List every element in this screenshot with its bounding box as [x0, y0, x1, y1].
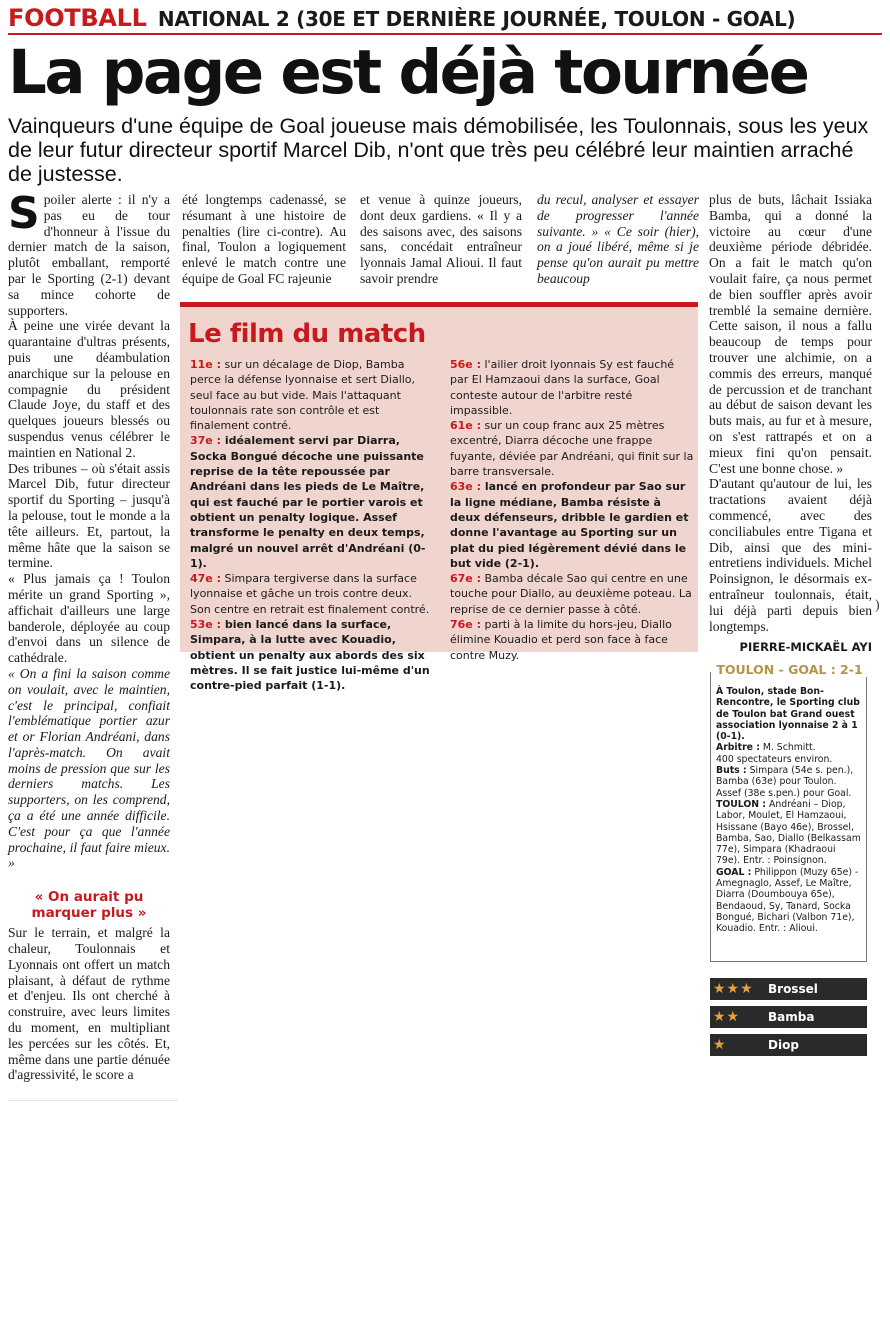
goal-lineup: GOAL : Philippon (Muzy 65e) - Amegnaglo, Assef, Le Maître, Diarra (Doumbouya 65e), Bendaoud, Sy, Tanard, Socka Bongué, Bichari (Valbon 71e), Kouadio. Entr. : Alioui. [716, 866, 859, 935]
paragraph: D'autant qu'autour de lui, les tractations avaient déjà commencé, avec des conciliabules entre Tigana et Dib, ainsi que des mini-entretiens individuels. Michel Poinsignon, le désormais ex-entraîneur toulonnais, était, lui déjà parti depuis bien longtemps. [709, 476, 872, 634]
timeline-minute: 56e : [450, 358, 481, 371]
paragraph: été longtemps cadenassé, se résumant à une histoire de penalties (lire ci-contre). Au final, Toulon a logiquement enlevé le match contre une équipe de Goal FC rajeunie [182, 192, 346, 286]
match-sheet-title: TOULON - GOAL : 2-1 [711, 662, 868, 677]
player-ratings [710, 978, 867, 1062]
article-column-5 [709, 192, 872, 656]
rating-row [710, 978, 867, 1000]
drop-cap: S [8, 188, 40, 239]
star-icon: ★★ [713, 1009, 741, 1025]
header-rule [8, 33, 882, 35]
paragraph: « Plus jamais ça ! Toulon mérite un grand Sporting », affichait d'ailleurs une large banderole, déployée au coup d'envoi dans un silence de cathédrale. [8, 571, 170, 666]
article-column-2 [182, 192, 346, 287]
timeline-entry [190, 571, 434, 617]
paragraph: plus de buts, lâchait Issiaka Bamba, qui a donné la victoire au cœur d'une deuxième période débridée. On a fait le match qu'on voulait faire, ça nous permet de bien souffler après avoir tremblé la semaine dernière. Cette saison, il nous a fallu beaucoup de temps pour trouver une alchimie, on a commis des erreurs, manqué de percussion et de tranchant au début de saison devant les buts mais, au fur et à mesure, on s'est rattrapés et on a mieux fini qu'on pensait. C'est une bonne chose. » [709, 192, 872, 476]
rating-row [710, 1034, 867, 1056]
timeline-entry [190, 617, 434, 693]
timeline-entry [450, 571, 694, 617]
player-name: Diop [768, 1038, 799, 1052]
match-timeline-title: Le film du match [188, 319, 426, 349]
article-column-4 [537, 192, 699, 287]
author-signature: PIERRE-MICKAËL AYI [739, 640, 872, 655]
timeline-minute: 61e : [450, 419, 481, 433]
timeline-text: Simpara tergiverse dans la surface lyonnaise et gâche un trois contre deux. Son centre en retrait est finalement contré. [190, 572, 430, 616]
timeline-entry [450, 617, 694, 663]
rating-row [710, 1006, 867, 1028]
bracket-mark: ) [875, 598, 880, 613]
match-sheet [710, 662, 867, 962]
timeline-minute: 63e : [450, 480, 481, 494]
timeline-column-right [450, 357, 694, 663]
paragraph: Des tribunes – où s'était assis Marcel Dib, futur directeur sportif du Sporting – jusqu'à la pelouse, tout le monde a la tête ailleurs. Et, partout, la même hâte que la saison se termine. [8, 460, 170, 571]
match-timeline-box [180, 302, 698, 693]
column-divider [8, 1100, 178, 1101]
paragraph: Sur le terrain, et malgré la chaleur, Toulonnais et Lyonnais ont offert un match plaisant, à défaut de rythme et d'enjeu. Ils ont cherché à construire, avec leurs limites du moment, en multipliant les percées sur les côtés. Et, même dans une partie dénuée d'agressivité, le score a [8, 925, 170, 1083]
timeline-text: Bamba décale Sao qui centre en une touche pour Diallo, au deuxième poteau. La reprise de ce dernier passe à côté. [450, 572, 692, 616]
timeline-minute: 67e : [450, 572, 481, 586]
player-name: Brossel [768, 982, 818, 996]
paragraph: poiler alerte : il n'y a pas eu de tour d'honneur à l'issue du dernier match de la saison, plutôt emballant, remporté par le Sporting (2-1) devant sa mince cohorte de supporters. [8, 192, 170, 318]
goals-line: Buts : Simpara (54e s. pen.), Bamba (63e) pour Toulon. Assef (38e s.pen.) pour Goal. [716, 765, 854, 799]
timeline-entry [450, 357, 694, 418]
rubric-label: FOOTBALL [8, 4, 147, 32]
article-column-1 [8, 188, 170, 1083]
match-sheet-intro: À Toulon, stade Bon-Rencontre, le Sporting club de Toulon bat Grand ouest association lyonnaise 2 à 1 (0-1). [716, 686, 860, 743]
star-icon: ★★★ [713, 981, 754, 997]
timeline-minute: 53e : [190, 618, 221, 632]
paragraph: « On a fini la saison comme on voulait, avec le maintien, c'est le principal, confiait l'emblématique portier azur et or Florian Andréani, dans l'après-match. On avait moins de pression que sur les derniers matchs. Les supporters, on les comprend, ça a été une année difficile. C'est pour ça que l'année prochaine, il faut faire mieux. » [8, 665, 170, 871]
timeline-entry [190, 357, 434, 433]
paragraph: du recul, analyser et essayer de progresser l'année suivante. » « Ce soir (hier), on a joué libéré, même si je pense qu'on aurait pu mettre beaucoup [537, 192, 699, 286]
paragraph: et venue à quinze joueurs, dont deux gardiens. « Il y a des saisons avec, des saisons sans, concédait entraîneur lyonnais Jamal Alioui. Il faut savoir prendre [360, 192, 522, 286]
timeline-text: lancé en profondeur par Sao sur la ligne médiane, Bamba résiste à deux défenseurs, dribble le gardien et donne l'avantage au Sporting sur un plat du pied légèrement dévié dans le but vide (2-1). [450, 480, 689, 570]
section-header [8, 4, 795, 32]
timeline-text: l'ailier droit lyonnais Sy est fauché par El Hamzaoui dans la surface, Goal conteste autour de l'arbitre resté impassible. [450, 358, 675, 417]
timeline-entry [450, 418, 694, 479]
article-lead: Vainqueurs d'une équipe de Goal joueuse mais démobilisée, les Toulonnais, sous les yeux de leur futur directeur sportif Marcel Dib, n'ont que très peu célébré leur maintien arraché de justesse. [8, 114, 869, 186]
toulon-lineup: TOULON : Andréani – Diop, Labor, Moulet, El Hamzaoui, Hsissane (Bayo 46e), Brossel, Bamba, Sao, Diallo (Belkassam 77e), Simpara (Khadraoui 79e). Entr. : Poinsignon. [716, 798, 861, 867]
timeline-text: sur un coup franc aux 25 mètres excentré, Diarra décoche une frappe fuyante, déviée par Andréani, qui finit sur la barre transversale. [450, 419, 694, 479]
timeline-text: sur un décalage de Diop, Bamba perce la défense lyonnaise et sert Diallo, seul face au but vide. Mais l'attaquant toulonnais rate son contrôle et est finalement contré. [190, 358, 416, 433]
star-icon: ★ [713, 1037, 727, 1053]
timeline-minute: 47e : [190, 572, 221, 586]
timeline-minute: 37e : [190, 434, 221, 448]
article-column-3 [360, 192, 522, 287]
timeline-text: bien lancé dans la surface, Simpara, à la lutte avec Kouadio, obtient un penalty aux abords des six mètres. Il se fait justice lui-même d'un contre-pied parfait (1-1). [190, 618, 430, 693]
player-name: Bamba [768, 1010, 815, 1024]
timeline-entry [190, 433, 434, 571]
timeline-minute: 76e : [450, 618, 481, 632]
paragraph: À peine une virée devant la quarantaine d'ultras présents, puis une déambulation anarchique sur la pelouse en compagnie du président Claude Joye, du staff et des quelques joueurs blessés ou suspendus venus célébrer le maintien en National 2. [8, 318, 170, 460]
timeline-column-left [190, 357, 434, 694]
subrubric-label: NATIONAL 2 (30E ET DERNIÈRE JOURNÉE, TOULON - GOAL) [157, 7, 796, 31]
timeline-entry [450, 479, 694, 571]
timeline-minute: 11e : [190, 358, 221, 371]
timeline-text: parti à la limite du hors-jeu, Diallo élimine Kouadio et perd son face à face contre Muzy. [450, 618, 672, 662]
attendance-line: 400 spectateurs environ. [716, 753, 833, 765]
intertitle: « On aurait pu marquer plus » [31, 889, 147, 922]
timeline-text: idéalement servi par Diarra, Socka Bongué décoche une puissante reprise de la tête repoussée par Andréani dans les pieds de Le Maître, qui est fauché par le portier varois et obtient un penalty logique. Assef transforme le penalty en deux temps, malgré un nouvel arrêt d'Andréani (0-1). [190, 434, 426, 570]
referee-line: Arbitre : M. Schmitt. [716, 742, 816, 754]
article-title: La page est déjà tournée [8, 37, 808, 108]
